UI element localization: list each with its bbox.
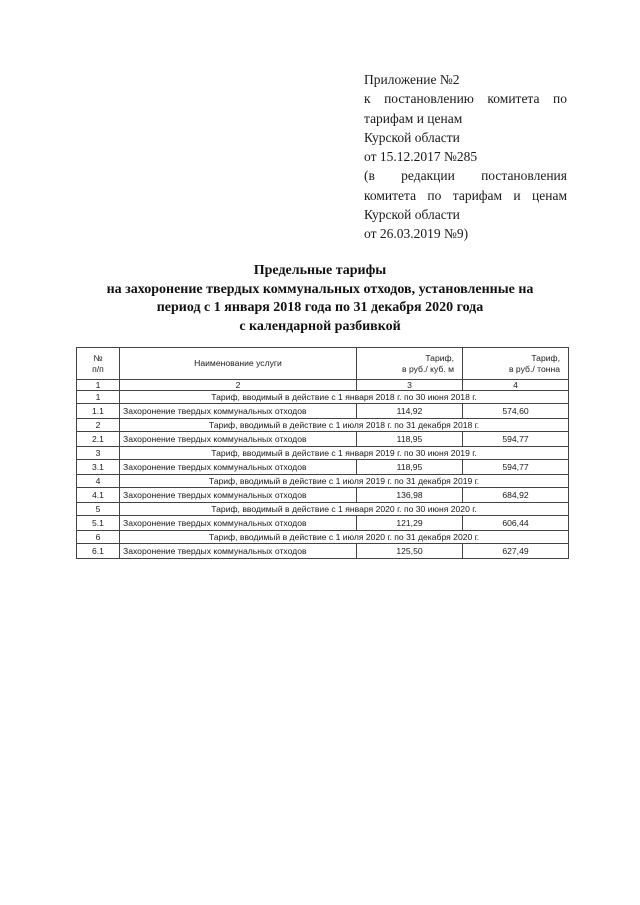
header-number-label: п/п [92,363,104,374]
column-number: 3 [357,380,463,391]
tariff-per-m3: 121,29 [357,516,463,531]
column-number: 2 [120,380,357,391]
service-item-number: 4.1 [77,488,120,503]
tariff-per-m3: 118,95 [357,460,463,475]
tariff-per-tonne: 684,92 [463,488,569,503]
appendix-block [364,70,567,244]
tariff-per-m3: 125,50 [357,544,463,559]
service-item-number: 6.1 [77,544,120,559]
period-row [77,391,569,404]
appendix-line: комитета по тарифам и ценам [364,187,567,203]
tariff-per-tonne: 574,60 [463,404,569,419]
period-number: 1 [77,391,120,404]
period-number: 4 [77,475,120,488]
period-title: Тариф, вводимый в действие с 1 января 2020 г. по 30 июня 2020 г. [120,503,569,516]
column-number: 1 [77,380,120,391]
header-tariff-tonne-unit: в руб./ тонна [508,363,560,374]
column-number-row [77,380,569,391]
service-row [77,404,569,419]
period-number: 6 [77,531,120,544]
appendix-date-line: от 15.12.2017 №285 [364,149,478,165]
tariff-per-tonne: 594,77 [463,460,569,475]
service-item-number: 1.1 [77,404,120,419]
period-row [77,475,569,488]
header-tariff-m3 [357,348,463,380]
service-name: Захоронение твердых коммунальных отходов [120,544,357,559]
period-title: Тариф, вводимый в действие с 1 июля 2018 г. по 31 декабря 2018 г. [120,419,569,432]
period-row [77,419,569,432]
header-tariff-tonne [463,348,569,380]
header-tariff-tonne-title: Тариф, [531,352,560,363]
service-name: Захоронение твердых коммунальных отходов [120,488,357,503]
header-number [77,348,120,380]
service-row [77,460,569,475]
tariff-per-tonne: 627,49 [463,544,569,559]
service-row [77,432,569,447]
tariff-per-m3: 118,95 [357,432,463,447]
service-name: Захоронение твердых коммунальных отходов [120,404,357,419]
service-item-number: 2.1 [77,432,120,447]
period-number: 3 [77,447,120,460]
appendix-line: к постановлению комитета по [364,91,567,107]
tariffs-table [76,347,569,559]
appendix-line: Курской области [364,207,460,223]
appendix-date-line: от 26.03.2019 №9) [364,226,469,242]
appendix-line: Курской области [364,129,460,145]
period-title: Тариф, вводимый в действие с 1 июля 2020 г. по 31 декабря 2020 г. [120,531,569,544]
tariff-per-m3: 114,92 [357,404,463,419]
service-name: Захоронение твердых коммунальных отходов [120,432,357,447]
column-number: 4 [463,380,569,391]
header-number-sign: № [93,352,103,363]
period-number: 2 [77,419,120,432]
appendix-line: (в редакции постановления [364,168,567,184]
tariff-per-tonne: 594,77 [463,432,569,447]
appendix-line: тарифам и ценам [364,110,463,126]
tariff-per-m3: 136,98 [357,488,463,503]
period-row [77,503,569,516]
table-header-row [77,348,569,380]
period-title: Тариф, вводимый в действие с 1 июля 2019 г. по 31 декабря 2019 г. [120,475,569,488]
period-number: 5 [77,503,120,516]
period-title: Тариф, вводимый в действие с 1 января 2018 г. по 30 июня 2018 г. [120,391,569,404]
appendix-number: Приложение №2 [364,72,460,87]
title-line: Предельные тарифы [253,263,387,278]
period-row [77,447,569,460]
period-title: Тариф, вводимый в действие с 1 января 2019 г. по 30 июня 2019 г. [120,447,569,460]
service-item-number: 3.1 [77,460,120,475]
title-line: на захоронение твердых коммунальных отходов, установленные на [106,281,534,297]
header-service-name: Наименование услуги [120,348,357,380]
service-row [77,544,569,559]
document-title [80,262,560,336]
tariff-per-tonne: 606,44 [463,516,569,531]
title-line: с календарной разбивкой [239,318,401,334]
service-name: Захоронение твердых коммунальных отходов [120,460,357,475]
period-row [77,531,569,544]
service-row [77,516,569,531]
service-row [77,488,569,503]
service-name: Захоронение твердых коммунальных отходов [120,516,357,531]
header-tariff-m3-unit: в руб./ куб. м [402,363,454,374]
header-tariff-m3-title: Тариф, [425,352,454,363]
service-item-number: 5.1 [77,516,120,531]
title-line: период с 1 января 2018 года по 31 декабря 2020 года [156,300,484,315]
